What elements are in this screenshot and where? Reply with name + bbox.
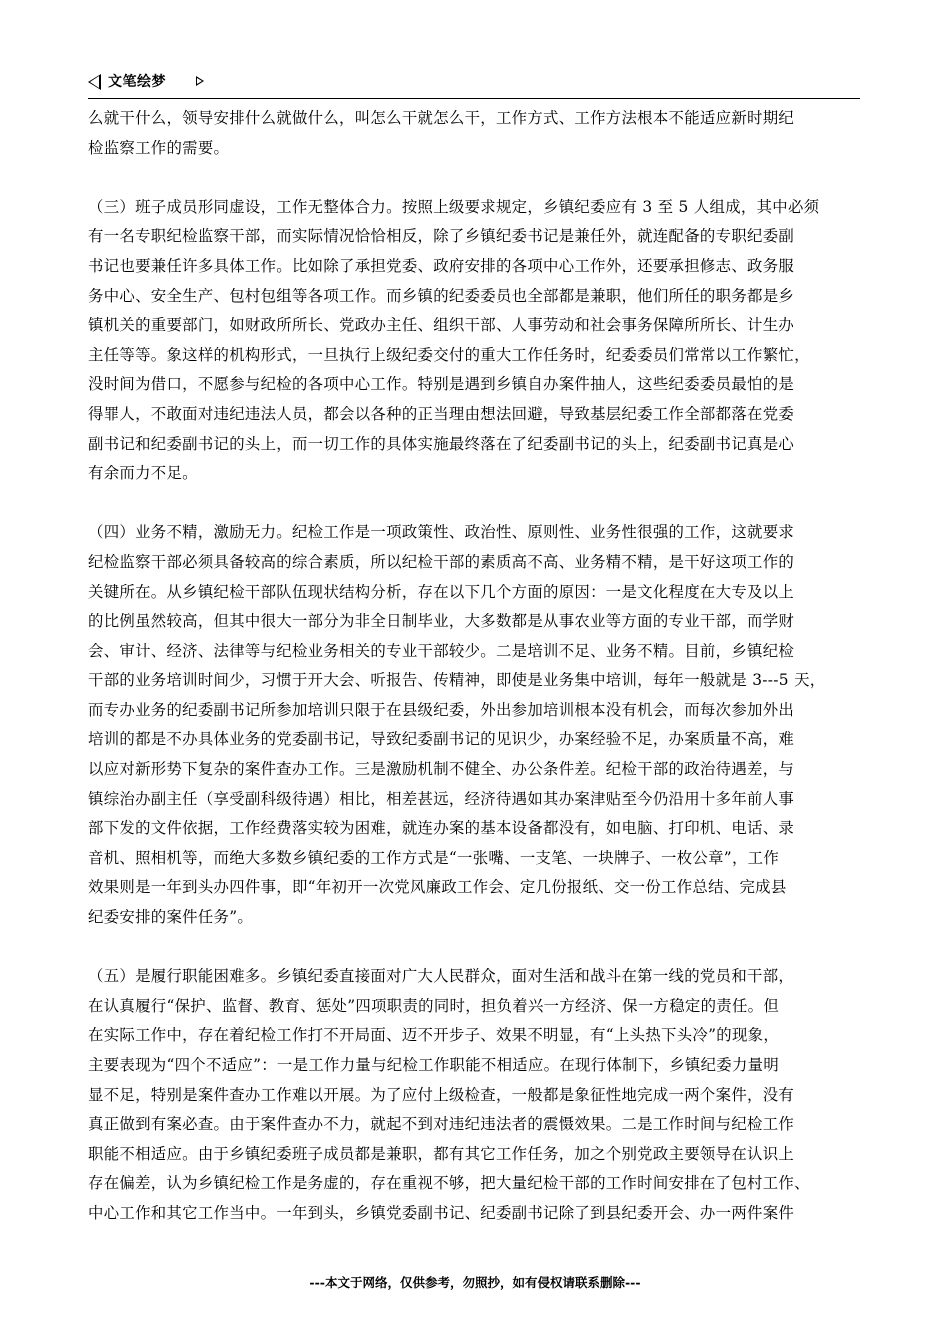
text-line: 在认真履行“保护、监督、教育、惩处”四项职责的同时，担负着兴一方经济、保一方稳定的责任。但 — [88, 996, 780, 1015]
text-line: 显不足，特别是案件查办工作难以开展。为了应付上级检查，一般都是象征性地完成一两个案件，没有 — [88, 1085, 795, 1104]
paragraph — [88, 962, 864, 1228]
text-line: 培训的都是不办具体业务的党委副书记，导致纪委副书记的见识少，办案经验不足，办案质量不高，难 — [88, 730, 795, 749]
text-line: 纪委安排的案件任务”。 — [88, 908, 254, 927]
text-line: 在实际工作中，存在着纪检工作打不开局面、迈不开步子、效果不明显，有“上头热下头冷”的现象， — [88, 1026, 780, 1045]
text-line: 没时间为借口，不愿参与纪检的各项中心工作。特别是遇到乡镇自办案件抽人，这些纪委委员最怕的是 — [88, 375, 795, 394]
text-line: 以应对新形势下复杂的案件查办工作。三是激励机制不健全、办公条件差。纪检干部的政治待遇差，与 — [88, 760, 795, 779]
text-line: 有一名专职纪检监察干部，而实际情况恰恰相反，除了乡镇纪委书记是兼任外，就连配备的专职纪委副 — [88, 227, 795, 246]
left-arrow-icon — [88, 74, 101, 90]
paragraph-gap — [88, 163, 864, 193]
paragraph — [88, 193, 864, 489]
text-line: 副书记和纪委副书记的头上，而一切工作的具体实施最终落在了纪委副书记的头上，纪委副书记真是心 — [88, 434, 795, 453]
text-line: （四）业务不精，激励无力。纪检工作是一项政策性、政治性、原则性、业务性很强的工作，这就要求 — [88, 523, 795, 542]
paragraph — [88, 104, 864, 163]
text-line: 镇综治办副主任（享受副科级待遇）相比，相差甚远，经济待遇如其办案津贴至今仍沿用十多年前人事 — [88, 789, 795, 808]
text-line: 而专办业务的纪委副书记所参加培训只限于在县级纪委，外出参加培训根本没有机会，而每次参加外出 — [88, 700, 795, 719]
text-line: （五）是履行职能困难多。乡镇纪委直接面对广大人民群众，面对生活和战斗在第一线的党员和干部， — [88, 967, 795, 986]
footer-disclaimer: ---本文于网络，仅供参考，勿照抄，如有侵权请联系删除--- — [309, 1275, 641, 1290]
text-line: 主要表现为“四个不适应”：一是工作力量与纪检工作职能不相适应。在现行体制下，乡镇纪委力量明 — [88, 1056, 780, 1074]
text-line: 镇机关的重要部门，如财政所所长、党政办主任、组织干部、人事劳动和社会事务保障所所长、计生办 — [88, 316, 795, 335]
text-line: 有余而力不足。 — [88, 464, 198, 483]
text-line: 检监察工作的需要。 — [88, 138, 230, 157]
text-line: 效果则是一年到头办四件事，即“年初开一次党风廉政工作会、定几份报纸、交一份工作总结、完成县 — [88, 878, 787, 897]
paragraph — [88, 518, 864, 932]
document-body — [88, 104, 864, 1229]
text-line: 的比例虽然较高，但其中很大一部分为非全日制毕业，大多数都是从事农业等方面的专业干部，而学财 — [88, 612, 795, 631]
paragraph-gap — [88, 933, 864, 963]
text-line: 得罪人，不敢面对违纪违法人员，都会以各种的正当理由想法回避，导致基层纪委工作全部都落在党委 — [88, 404, 795, 423]
text-line: 书记也要兼任许多具体工作。比如除了承担党委、政府安排的各项中心工作外，还要承担修志、政务服 — [88, 256, 795, 275]
page-header — [88, 72, 860, 99]
text-line: 存在偏差，认为乡镇纪检工作是务虚的，存在重视不够，把大量纪检干部的工作时间安排在了包村工作、 — [88, 1174, 810, 1193]
paragraph-gap — [88, 489, 864, 519]
text-line: 会、审计、经济、法律等与纪检业务相关的专业干部较少。二是培训不足、业务不精。目前，乡镇纪检 — [88, 641, 795, 660]
right-arrow-icon — [196, 76, 204, 86]
text-line: 主任等等。象这样的机构形式，一旦执行上级纪委交付的重大工作任务时，纪委委员们常常以工作繁忙， — [88, 345, 810, 364]
text-line: 职能不相适应。由于乡镇纪委班子成员都是兼职，都有其它工作任务，加之个别党政主要领导在认识上 — [88, 1144, 795, 1163]
text-line: 干部的业务培训时间少，习惯于开大会、听报告、传精神，即使是业务集中培训，每年一般就是 3---5 天， — [88, 671, 826, 690]
text-line: 纪检监察干部必须具备较高的综合素质，所以纪检干部的素质高不高、业务精不精，是干好这项工作的 — [88, 552, 795, 571]
text-line: 音机、照相机等，而绝大多数乡镇纪委的工作方式是“一张嘴、一支笔、一块牌子、一枚公章”，工作 — [88, 848, 780, 867]
text-line: 部下发的文件依据，工作经费落实较为困难，就连办案的基本设备都没有，如电脑、打印机、电话、录 — [88, 819, 795, 838]
text-line: 务中心、安全生产、包村包组等各项工作。而乡镇的纪委委员也全部都是兼职，他们所任的职务都是乡 — [88, 286, 795, 305]
text-line: 么就干什么，领导安排什么就做什么，叫怎么干就怎么干，工作方式、工作方法根本不能适应新时期纪 — [88, 109, 795, 127]
text-line: 中心工作和其它工作当中。一年到头，乡镇党委副书记、纪委副书记除了到县纪委开会、办一两件案件 — [88, 1203, 795, 1222]
text-line: （三）班子成员形同虚设，工作无整体合力。按照上级要求规定，乡镇纪委应有 3 至 5 人组成，其中必须 — [88, 197, 820, 216]
text-line: 关键所在。从乡镇纪检干部队伍现状结构分析，存在以下几个方面的原因：一是文化程度在大专及以上 — [88, 582, 795, 601]
header-brand: 文笔绘梦 — [108, 74, 166, 90]
text-line: 真正做到有案必查。由于案件查办不力，就起不到对违纪违法者的震慑效果。二是工作时间与纪检工作 — [88, 1115, 795, 1134]
